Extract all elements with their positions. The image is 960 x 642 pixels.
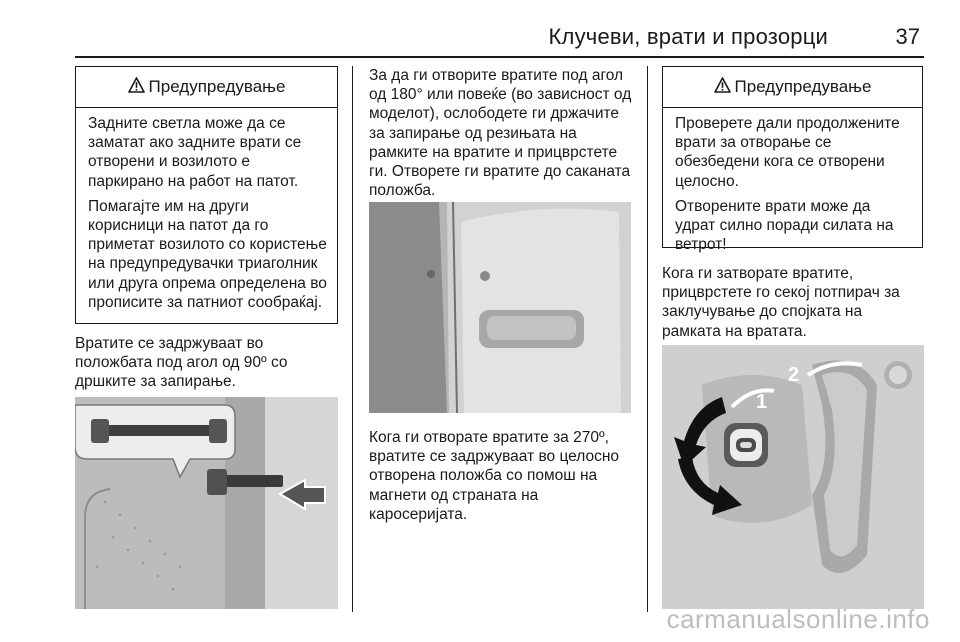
- right-warning-box: [662, 66, 923, 254]
- position-label-2: 2: [788, 364, 800, 386]
- left-warning-paragraph-1: Задните светла може да се заматат ако задните врати се отворени и возилото е паркирано на работ на патот.: [88, 115, 302, 190]
- right-warning-label: Предупредување: [734, 77, 872, 96]
- left-warning-header: [76, 67, 337, 108]
- door-handle-figure: [369, 202, 631, 413]
- left-body-text: Вратите се задржуваат во положбата под агол од 90º со дршките за запирање.: [75, 335, 288, 391]
- right-warning-paragraph-2: Отворените врати може да удрат силно поради силата на ветрот!: [675, 197, 894, 254]
- left-warning-box: [75, 66, 338, 324]
- header-rule: [75, 56, 924, 58]
- left-warning-label: Предупредување: [148, 77, 286, 96]
- right-warning-paragraph-1: Проверете дали продолжените врати за отворање се обезбедени кога се отворени целосно.: [675, 115, 900, 190]
- position-label-1: 1: [756, 391, 768, 413]
- page-header-title: Клучеви, врати и прозорци: [548, 24, 828, 49]
- column-divider-left: [352, 66, 353, 612]
- page-number: 37: [895, 24, 920, 49]
- left-warning-paragraph-2: Помагајте им на други корисници на патот да го приметат возилото со користење на предупредувачки триаголник или друга опрема определена во прописите за патниот сообраќај.: [88, 197, 327, 311]
- door-lock-knob-figure: [662, 345, 924, 609]
- warning-triangle-icon: [714, 77, 731, 98]
- middle-body-text-1: За да ги отворите вратите под агол од 180° или повеќе (во зависност од моделот), ослободете ги држачите за запирање од резињата на рамките на вратите и прицврстете ги. Отворете ги вратите до саканата положба.: [369, 67, 632, 200]
- column-divider-right: [647, 66, 648, 612]
- door-check-strap-figure: [75, 397, 338, 609]
- right-body-text: Кога ги затворате вратите, прицврстете го секој потпирач за заклучување до спојката на рамката на вратата.: [662, 265, 900, 340]
- warning-triangle-icon: [128, 77, 145, 98]
- middle-body-text-2: Кога ги отворате вратите за 270º, вратите се задржуваат во целосно отворена положба со помош на магнети од страната на каросеријата.: [369, 429, 620, 523]
- watermark: carmanualsonline.info: [666, 604, 930, 634]
- right-warning-header: [663, 67, 922, 108]
